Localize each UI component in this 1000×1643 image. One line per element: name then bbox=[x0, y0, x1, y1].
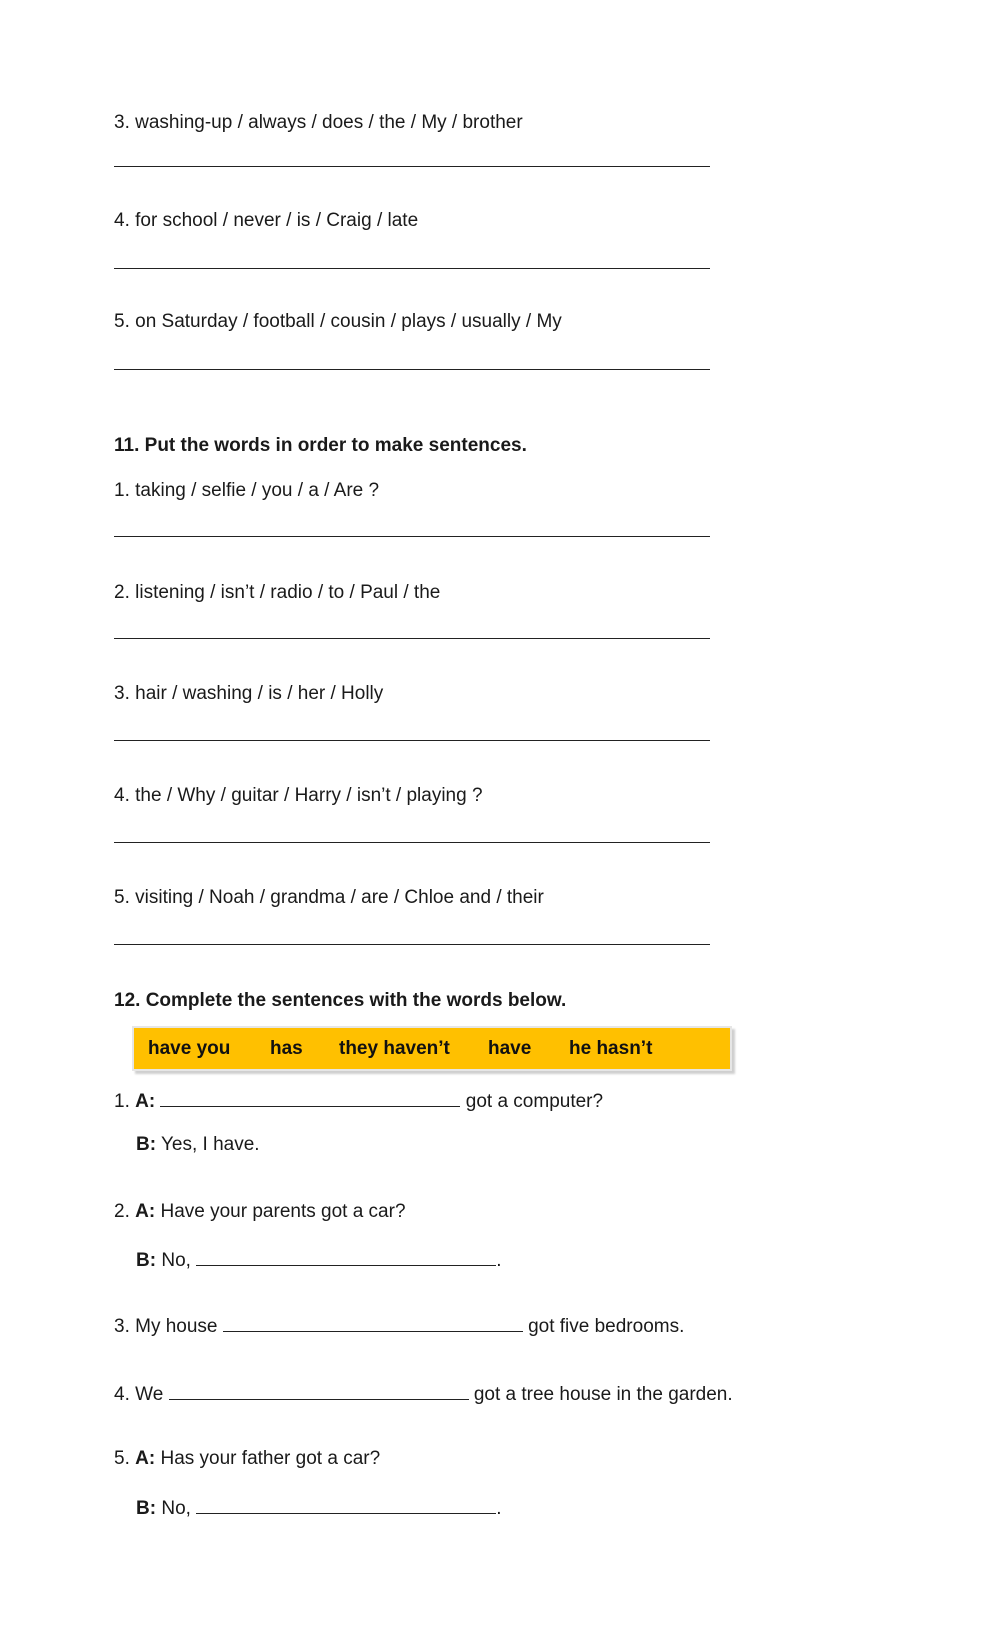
ex12-heading: 12. Complete the sentences with the words below. bbox=[114, 990, 567, 1011]
answer-blank[interactable] bbox=[169, 1381, 469, 1400]
answer-line[interactable] bbox=[114, 842, 710, 843]
answer-line[interactable] bbox=[114, 369, 710, 370]
ex12-q1-a bbox=[114, 1088, 603, 1113]
ex10-item-3: 3. washing-up / always / does / the / My / brother bbox=[114, 112, 523, 133]
sentence-text: No, bbox=[161, 1250, 191, 1271]
answer-blank[interactable] bbox=[196, 1495, 496, 1514]
ex12-q4 bbox=[114, 1381, 733, 1406]
ex10-item-4: 4. for school / never / is / Craig / late bbox=[114, 210, 419, 231]
ex10-item-5: 5. on Saturday / football / cousin / plays / usually / My bbox=[114, 311, 562, 332]
word-option: they haven’t bbox=[339, 1038, 450, 1059]
ex12-q1-b bbox=[136, 1134, 260, 1156]
period: . bbox=[496, 1498, 502, 1519]
word-box bbox=[132, 1026, 732, 1071]
answer-line[interactable] bbox=[114, 638, 710, 639]
ex12-q3 bbox=[114, 1313, 684, 1338]
answer-line[interactable] bbox=[114, 268, 710, 269]
ex12-q2-b bbox=[136, 1247, 501, 1272]
word-option: he hasn’t bbox=[569, 1038, 653, 1059]
ex12-q5-b bbox=[136, 1495, 501, 1520]
speaker-b-label: B: bbox=[136, 1498, 157, 1519]
speaker-a-label: A: bbox=[135, 1091, 156, 1112]
word-option: have bbox=[488, 1038, 532, 1059]
answer-blank[interactable] bbox=[223, 1313, 523, 1332]
item-number: 2. bbox=[114, 1201, 130, 1222]
sentence-text: got a tree house in the garden. bbox=[473, 1384, 733, 1405]
sentence-text: 4. We bbox=[114, 1384, 164, 1405]
sentence-text: got five bedrooms. bbox=[528, 1316, 685, 1337]
ex11-item-4: 4. the / Why / guitar / Harry / isn’t / playing ? bbox=[114, 785, 483, 806]
ex11-heading: 11. Put the words in order to make sentences. bbox=[114, 435, 527, 456]
word-option: has bbox=[270, 1038, 303, 1059]
sentence-text: Has your father got a car? bbox=[160, 1448, 381, 1469]
answer-blank[interactable] bbox=[196, 1247, 496, 1266]
ex11-item-1: 1. taking / selfie / you / a / Are ? bbox=[114, 480, 380, 501]
sentence-text: Have your parents got a car? bbox=[160, 1201, 406, 1222]
period: . bbox=[496, 1250, 502, 1271]
answer-line[interactable] bbox=[114, 740, 710, 741]
ex12-q5-a bbox=[114, 1448, 380, 1470]
ex11-item-3: 3. hair / washing / is / her / Holly bbox=[114, 683, 384, 704]
speaker-a-label: A: bbox=[135, 1448, 156, 1469]
answer-blank[interactable] bbox=[160, 1088, 460, 1107]
ex11-item-2: 2. listening / isn’t / radio / to / Paul / the bbox=[114, 582, 441, 603]
answer-line[interactable] bbox=[114, 166, 710, 167]
sentence-text: got a computer? bbox=[465, 1091, 604, 1112]
answer-line[interactable] bbox=[114, 944, 710, 945]
speaker-b-label: B: bbox=[136, 1250, 157, 1271]
word-option: have you bbox=[148, 1038, 231, 1059]
sentence-text: Yes, I have. bbox=[161, 1134, 260, 1155]
sentence-text: 3. My house bbox=[114, 1316, 218, 1337]
speaker-b-label: B: bbox=[136, 1134, 157, 1155]
answer-line[interactable] bbox=[114, 536, 710, 537]
item-number: 1. bbox=[114, 1091, 130, 1112]
item-number: 5. bbox=[114, 1448, 130, 1469]
ex11-item-5: 5. visiting / Noah / grandma / are / Chloe and / their bbox=[114, 887, 544, 908]
ex12-q2-a bbox=[114, 1201, 406, 1223]
sentence-text: No, bbox=[161, 1498, 191, 1519]
speaker-a-label: A: bbox=[135, 1201, 156, 1222]
